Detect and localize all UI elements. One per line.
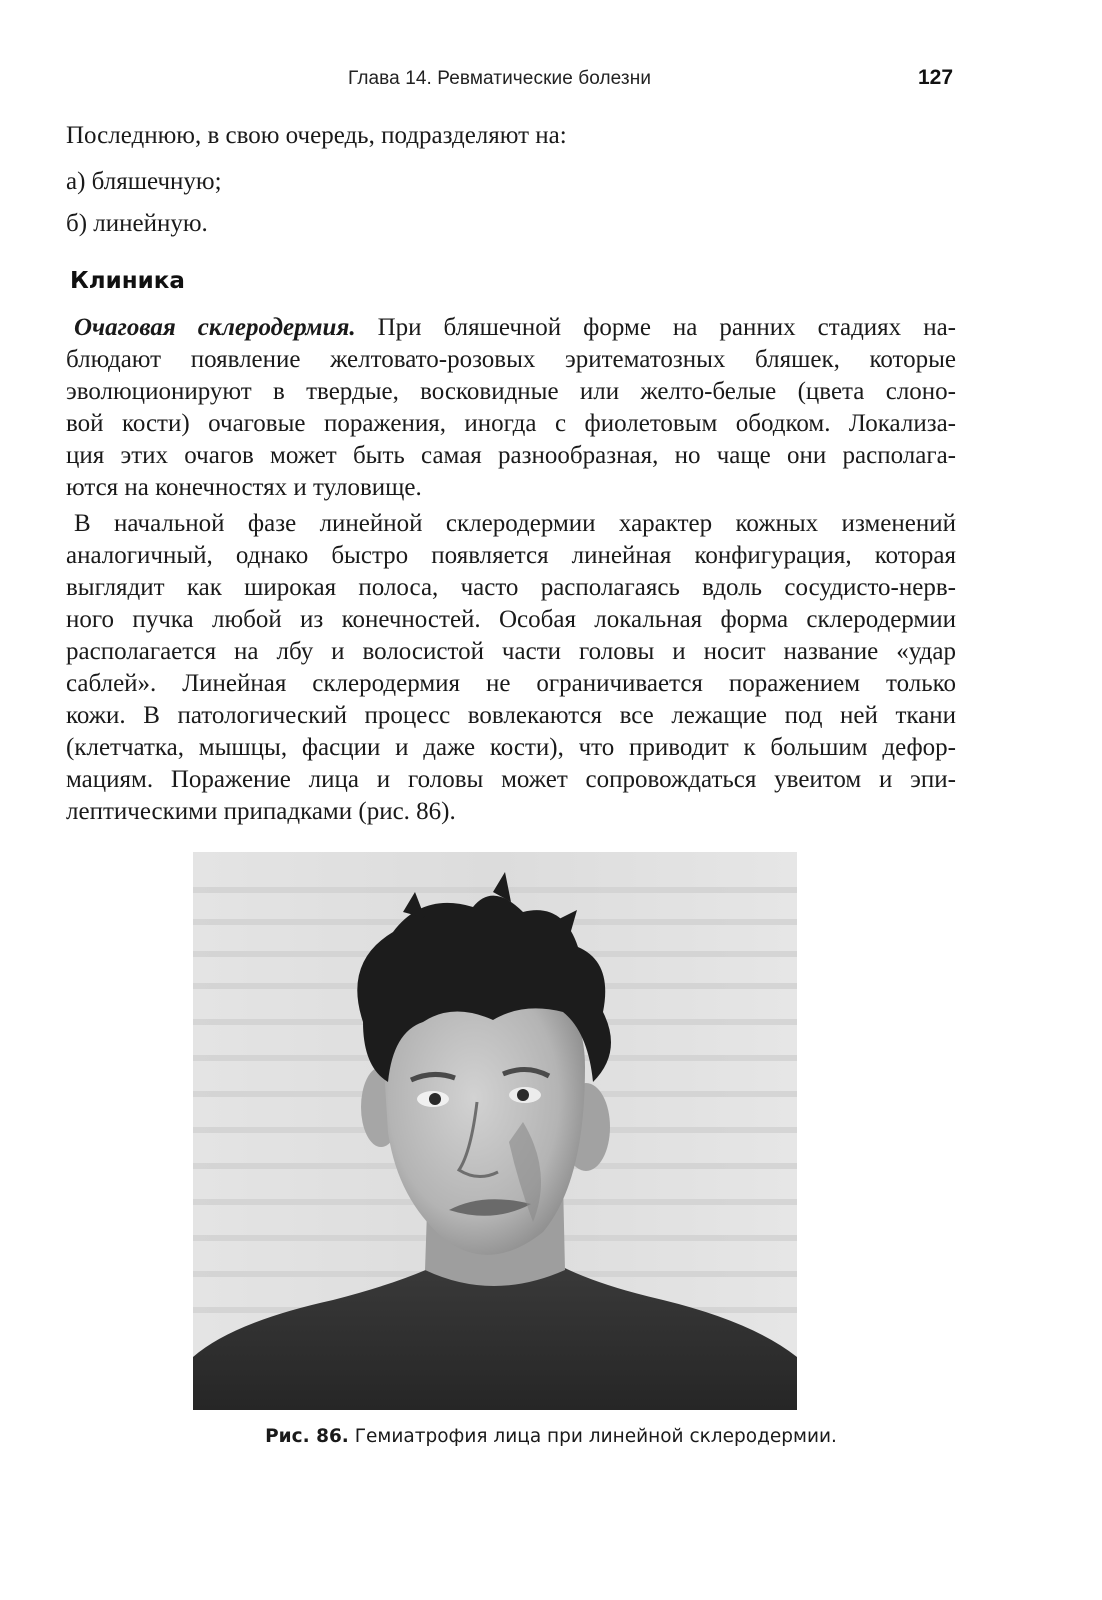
intro-text: Последнюю, в свою очередь, подразделяют на: (66, 122, 567, 149)
paragraph-lead: Очаговая склеродермия. (74, 314, 356, 341)
paragraph-line: ются на конечностях и туловище. (66, 474, 422, 501)
paragraph-line: В начальной фазе линейной склеродермии характер кожных изменений (74, 510, 956, 537)
paragraph-line (66, 312, 956, 344)
paragraph-focal-scleroderma (66, 312, 956, 504)
paragraph-linear-scleroderma (66, 508, 956, 828)
paragraph-line: ного пучка любой из конечностей. Особая локальная форма склеродермии (66, 606, 956, 633)
paragraph-line: вой кости) очаговые поражения, иногда с фиолетовым ободком. Локализа- (66, 410, 956, 437)
figure-photo (193, 852, 797, 1410)
list-item-b-text: б) линейную. (66, 210, 208, 237)
portrait-photo (193, 852, 797, 1410)
paragraph-line: эволюционируют в твердые, восковидные или желто-белые (цвета слоно- (66, 378, 956, 405)
paragraph-line: (клетчатка, мышцы, фасции и даже кости), что приводит к большим дефор- (66, 734, 956, 761)
paragraph-line: кожи. В патологический процесс вовлекаются все лежащие под ней ткани (66, 702, 956, 729)
paragraph-line: располагается на лбу и волосистой части головы и носит название «удар (66, 638, 956, 665)
intro-line (66, 120, 956, 152)
page-number: 127 (918, 66, 954, 89)
paragraph-line-text: При бляшечной форме на ранних стадиях на- (355, 314, 956, 341)
paragraph-line: мациям. Поражение лица и головы может сопровождаться увеитом и эпи- (66, 766, 956, 793)
figure-caption (0, 1426, 1102, 1447)
paragraph-line: выглядит как широкая полоса, часто располагаясь вдоль сосудисто-нерв- (66, 574, 956, 601)
paragraph-line: саблей». Линейная склеродермия не ограничивается поражением только (66, 670, 956, 697)
list-item-b (66, 208, 956, 240)
section-heading: Клиника (70, 268, 185, 294)
caption-text: Гемиатрофия лица при линейной склеродермии. (348, 1426, 837, 1447)
list-item-a-text: а) бляшечную; (66, 168, 222, 195)
paragraph-line: ция этих очагов может быть самая разнообразная, но чаще они располага- (66, 442, 956, 469)
right-pupil (517, 1089, 529, 1101)
left-pupil (429, 1093, 441, 1105)
paragraph-line: аналогичный, однако быстро появляется линейная конфигурация, которая (66, 542, 956, 569)
caption-label: Рис. 86. (265, 1426, 349, 1447)
paragraph-line: блюдают появление желтовато-розовых эритематозных бляшек, которые (66, 346, 956, 373)
list-item-a (66, 166, 956, 198)
paragraph-line: лептическими припадками (рис. 86). (66, 798, 456, 825)
running-head: Глава 14. Ревматические болезни (348, 68, 652, 89)
